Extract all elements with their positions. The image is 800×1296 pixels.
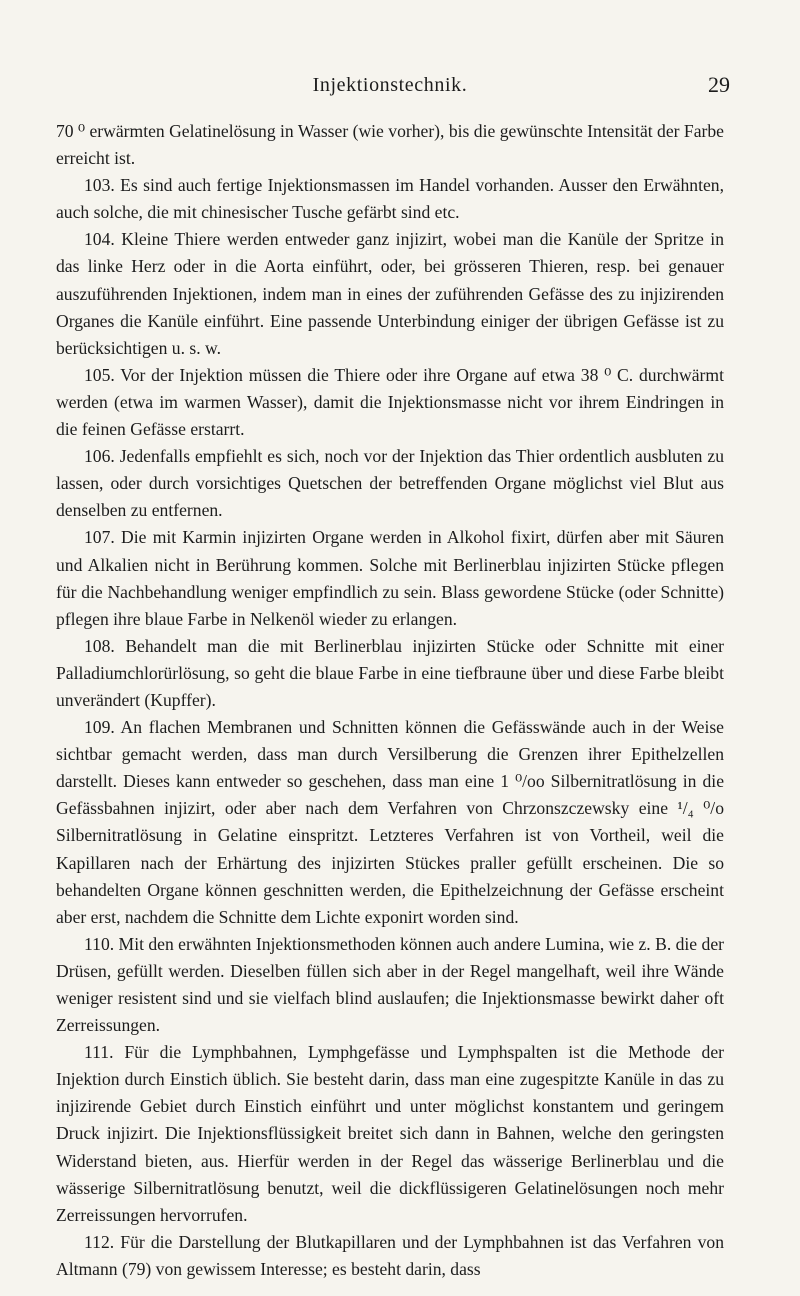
paragraph-112: 112. Für die Darstellung der Blutkapillaren und der Lymphbahnen ist das Verfahren von Altmann (79) von gewissem Interesse; es besteht darin, dass <box>56 1231 724 1279</box>
paragraph-continuation: 70 ⁰ erwärmten Gelatinelösung in Wasser (wie vorher), bis die gewünschte Intensität der Farbe erreicht ist. <box>56 121 724 169</box>
paragraph-109: 109. An flachen Membranen und Schnitten können die Gefässwände auch in der Weise sichtbar gemacht werden, dass man durch Versilberung die Grenzen ihrer Epithelzellen darstellt. Dieses kann entweder so geschehen, dass man eine 1 ⁰/oo Silbernitratlösung in die Gefässbahnen injizirt, oder aber nach dem Verfahren von Chrzonszczewsky eine ¹/₄ ⁰/o Silbernitratlösung in Gelatine einspritzt. Letzteres Verfahren ist von Vortheil, weil die Kapillaren nach der Erhärtung des injizirten Stückes praller gefüllt erscheinen. Die so behandelten Organe können geschnitten werden, die Epithelzeichnung der Gefässe erscheint aber erst, nachdem die Schnitte dem Lichte exponirt worden sind. <box>56 717 724 927</box>
paragraph-103: 103. Es sind auch fertige Injektionsmassen im Handel vorhanden. Ausser den Erwähnten, auch solche, die mit chinesischer Tusche gefärbt sind etc. <box>56 175 724 223</box>
paragraph-106: 106. Jedenfalls empfiehlt es sich, noch vor der Injektion das Thier ordentlich ausbluten zu lassen, oder durch vorsichtiges Quetschen der betreffenden Organe möglichst viel Blut aus denselben zu entfernen. <box>56 446 724 521</box>
paragraph-107: 107. Die mit Karmin injizirten Organe werden in Alkohol fixirt, dürfen aber mit Säuren und Alkalien nicht in Berührung kommen. Solche mit Berlinerblau injizirten Stücke pflegen für die Nachbehandlung weniger empfindlich zu sein. Blass gewordene Stücke (oder Schnitte) pflegen ihre blaue Farbe in Nelkenöl wieder zu erlangen. <box>56 527 724 629</box>
page-number: 29 <box>708 72 730 97</box>
running-title: Injektionstechnik. <box>312 74 468 96</box>
running-head <box>50 74 730 104</box>
body-text <box>56 118 724 1283</box>
paragraph-110: 110. Mit den erwähnten Injektionsmethoden können auch andere Lumina, wie z. B. die der Drüsen, gefüllt werden. Dieselben füllen sich aber in der Regel mangelhaft, weil ihre Wände weniger resistent sind und sie vielfach blind auslaufen; die Injektionsmasse bewirkt daher oft Zerreissungen. <box>56 933 724 1036</box>
paragraph-108: 108. Behandelt man die mit Berlinerblau injizirten Stücke oder Schnitte mit einer Palladiumchlorürlösung, so geht die blaue Farbe in eine tiefbraune über und diese Farbe bleibt unverändert (Kupffer). <box>56 635 724 710</box>
paragraph-105: 105. Vor der Injektion müssen die Thiere oder ihre Organe auf etwa 38 ⁰ C. durchwärmt werden (etwa im warmen Wasser), damit die Injektionsmasse nicht vor ihrem Eindringen in die feinen Gefässe erstarrt. <box>56 364 724 440</box>
paragraph-104: 104. Kleine Thiere werden entweder ganz injizirt, wobei man die Kanüle der Spritze in das linke Herz oder in die Aorta einführt, oder, bei grösseren Thieren, resp. bei genauer auszuführenden Injektionen, indem man in eines der zuführenden Gefässe des zu injizirenden Organes die Kanüle einführt. Eine passende Unterbindung einiger der übrigen Gefässe ist zu berücksichtigen u. s. w. <box>56 229 724 358</box>
paragraph-111: 111. Für die Lymphbahnen, Lymphgefässe und Lymphspalten ist die Methode der Injektion durch Einstich üblich. Sie besteht darin, dass man eine zugespitzte Kanüle in das zu injizirende Gebiet durch Einstich einführt und unter möglichst konstantem und geringem Druck injizirt. Die Injektionsflüssigkeit breitet sich dann in Bahnen, welche den geringsten Widerstand bieten, aus. Hierfür werden in der Regel das wässerige Berlinerblau und die wässerige Silbernitratlösung benutzt, weil die dickflüssigeren Gelatinelösungen noch mehr Zerreissungen hervorrufen. <box>56 1042 724 1225</box>
